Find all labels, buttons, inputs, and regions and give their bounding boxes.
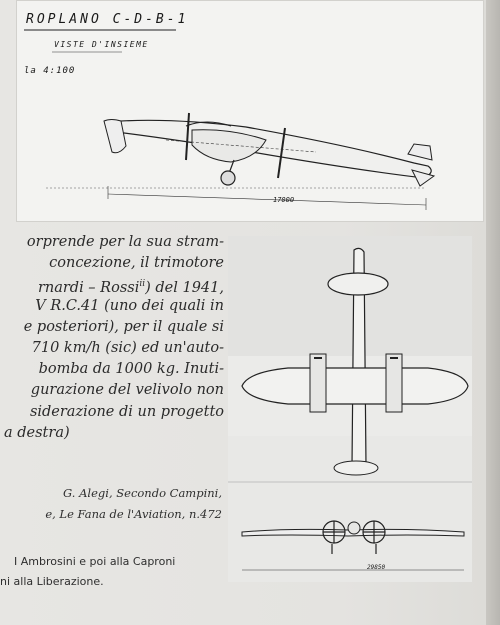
footnote-text — [0, 552, 232, 592]
plan-view-drawing — [228, 236, 472, 582]
article-body-text — [0, 232, 224, 444]
drawing-subtitle: VISTE D'INSIEME — [54, 40, 149, 49]
body-line: a destra) — [4, 424, 70, 441]
body-line: gurazione del velivolo non — [30, 382, 224, 399]
plan-view-svg — [228, 236, 472, 582]
side-view-svg — [16, 0, 484, 222]
body-line: 710 km/h (sic) ed un'auto- — [31, 339, 224, 356]
body-line: bomba da 1000 kg. Inuti- — [38, 361, 224, 378]
footnote-line: I Ambrosini e poi alla Caproni — [14, 555, 176, 568]
wingspan-dimension: 29850 — [367, 564, 386, 571]
caption-line: e, Le Fana de l'Aviation, n.472 — [45, 507, 222, 521]
caption-line: G. Alegi, Secondo Campini, — [63, 486, 222, 500]
image-caption — [0, 483, 222, 525]
body-line: V R.C.41 (uno dei quali in — [35, 297, 224, 314]
side-view-drawing — [16, 0, 484, 222]
body-line: rnardi – Rossi$^{ii}$) del 1941, — [37, 279, 224, 297]
drawing-title: ROPLANO C-D-B-1 — [26, 12, 189, 27]
footnote-line: ni alla Liberazione. — [0, 575, 104, 588]
body-line: siderazione di un progetto — [29, 403, 224, 420]
drawing-scale: la 4:100 — [24, 66, 76, 76]
body-line: orprende per la sua stram- — [26, 234, 224, 250]
drawing-length-dimension: 17000 — [273, 196, 295, 204]
page-edge — [486, 0, 500, 625]
body-line: e posteriori), per il quale si — [23, 318, 224, 335]
body-line: concezione, il trimotore — [49, 255, 224, 272]
